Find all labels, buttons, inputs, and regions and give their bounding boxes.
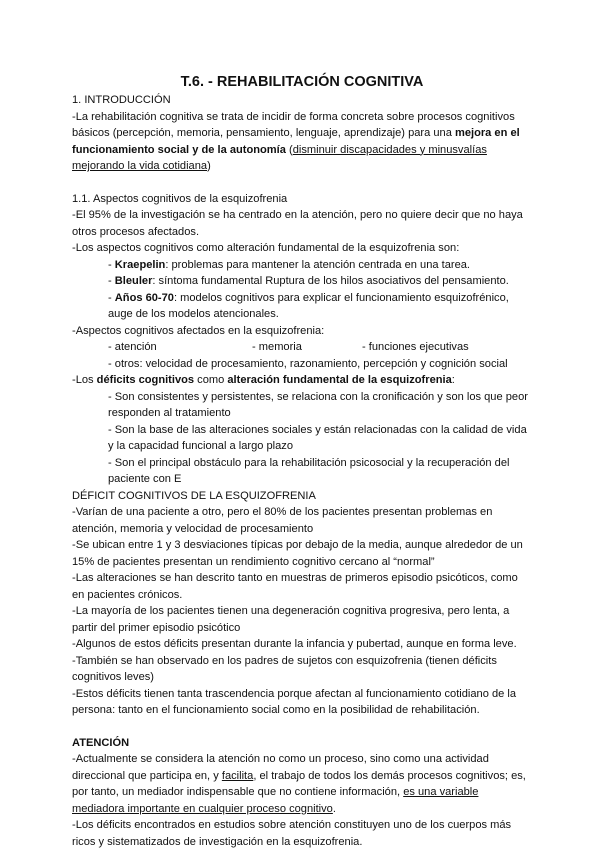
document-body xyxy=(72,72,532,850)
list-row-aspectos xyxy=(72,339,532,356)
paragraph: -Se ubican entre 1 y 3 desviaciones típicas por debajo de la media, aunque alrededor de un 15% de pacientes presentan un rendimiento cognitivo cercano al “normal” xyxy=(72,539,523,568)
paragraph: -Los déficits cognitivos como alteración fundamental de la esquizofrenia: xyxy=(72,374,455,386)
paragraph: -Las alteraciones se han descrito tanto en muestras de primeros episodio psicóticos, como en pacientes crónicos. xyxy=(72,572,518,601)
paragraph: -Los aspectos cognitivos como alteración fundamental de la esquizofrenia son: xyxy=(72,242,460,254)
paragraph: -La mayoría de los pacientes tienen una degeneración cognitiva progresiva, pero lenta, a partir del primer episodio psicótico xyxy=(72,605,510,634)
spacer xyxy=(72,719,532,735)
list-item: - Son la base de las alteraciones sociales y están relacionadas con la calidad de vida y la capacidad funcional a largo plazo xyxy=(108,423,527,452)
section-heading-introduccion: 1. INTRODUCCIÓN xyxy=(72,94,171,106)
intro-paragraph: -La rehabilitación cognitiva se trata de incidir de forma concreta sobre procesos cognitivos básicos (percepción, memoria, pensamiento, lenguaje, aprendizaje) para una mejora en el funcionamiento social y de la autonomía (disminuir discapacidades y minusvalías mejorando la vida cotidiana) xyxy=(72,110,520,172)
section-heading-deficit: DÉFICIT COGNITIVOS DE LA ESQUIZOFRENIA xyxy=(72,489,316,502)
spacer xyxy=(72,175,532,191)
paragraph: -Algunos de estos déficits presentan durante la infancia y pubertad, aunque en forma leve. xyxy=(72,638,517,650)
page-title: T.6. - REHABILITACIÓN COGNITIVA xyxy=(180,74,424,90)
list-item-bleuler: - Bleuler: síntoma fundamental Ruptura de los hilos asociativos del pensamiento. xyxy=(108,275,509,287)
paragraph: -Actualmente se considera la atención no como un proceso, sino como una actividad direccional que participa en, y facilita, el trabajo de todos los demás procesos cognitivos; es, por tanto, un mediador indispensable que no contiene información, es una variable mediadora importante en cualquier proceso cognitivo. xyxy=(72,753,526,815)
paragraph: -Varían de una paciente a otro, pero el 80% de los pacientes presentan problemas en atención, memoria y velocidad de procesamiento xyxy=(72,506,493,535)
list-item: - atención xyxy=(108,341,157,353)
section-heading-aspectos: 1.1. Aspectos cognitivos de la esquizofrenia xyxy=(72,192,288,205)
list-item: - memoria xyxy=(252,341,302,353)
paragraph: -También se han observado en los padres de sujetos con esquizofrenia (tienen déficits cognitivos leves) xyxy=(72,654,497,683)
list-item-kraepelin: - Kraepelin: problemas para mantener la atención centrada en una tarea. xyxy=(108,258,470,271)
paragraph: -Aspectos cognitivos afectados en la esquizofrenia: xyxy=(72,324,325,337)
list-item: - Son el principal obstáculo para la rehabilitación psicosocial y la recuperación del paciente con E xyxy=(108,456,510,485)
paragraph: -El 95% de la investigación se ha centrado en la atención, pero no quiere decir que no haya otros procesos afectados. xyxy=(72,209,523,238)
section-heading-atencion: ATENCIÓN xyxy=(72,736,130,749)
list-item-anos: - Años 60-70: modelos cognitivos para explicar el funcionamiento esquizofrénico, auge de los modelos atencionales. xyxy=(108,291,509,320)
list-item: - funciones ejecutivas xyxy=(362,341,469,353)
list-item: - Son consistentes y persistentes, se relaciona con la cronificación y son los que peor responden al tratamiento xyxy=(108,390,528,419)
paragraph: -Estos déficits tienen tanta trascendencia porque afectan al funcionamiento cotidiano de la persona: tanto en el funcionamiento social como en la posibilidad de rehabilitación. xyxy=(72,687,517,716)
list-item: - otros: velocidad de procesamiento, razonamiento, percepción y cognición social xyxy=(108,357,508,370)
paragraph: -Los déficits encontrados en estudios sobre atención constituyen uno de los cuerpos más ricos y sistematizados de investigación en la esquizofrenia. xyxy=(72,819,512,848)
